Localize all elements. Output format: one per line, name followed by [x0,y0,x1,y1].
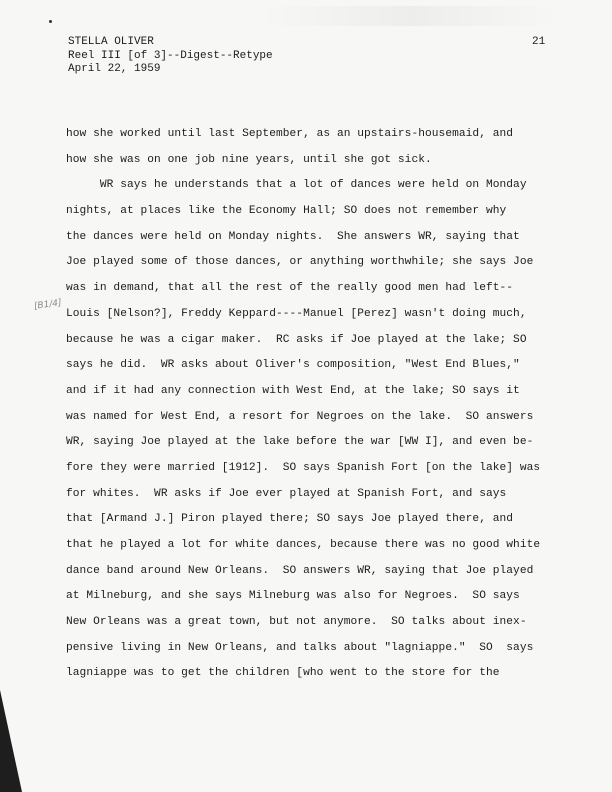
page-number: 21 [532,36,546,48]
body-line: that he played a lot for white dances, because there was no good white [66,539,541,551]
margin-handwritten-note: [B1/4] [33,298,63,312]
document-header [68,36,273,77]
body-line: Louis [Nelson?], Freddy Keppard----Manuel [Perez] wasn't doing much, [66,307,527,320]
body-line: that [Armand J.] Piron played there; SO says Joe played there, and [66,513,514,526]
body-line: WR says he understands that a lot of dances were held on Monday [66,179,527,192]
page-edge-shadow [0,690,22,792]
header-name: STELLA OLIVER [68,36,154,48]
body-line: how she was on one job nine years, until she got sick. [66,153,432,166]
body-line: Joe played some of those dances, or anything worthwhile; she says Joe [66,256,534,269]
header-date: April 22, 1959 [68,63,161,75]
body-line: New Orleans was a great town, but not anymore. SO talks about inex- [66,616,527,629]
body-line: at Milneburg, and she says Milneburg was also for Negroes. SO says [66,590,520,603]
body-line: for whites. WR asks if Joe ever played at Spanish Fort, and says [66,487,507,500]
body-line: because he was a cigar maker. RC asks if Joe played at the lake; SO [66,333,527,346]
body-line: fore they were married [1912]. SO says Spanish Fort [on the lake] was [66,461,541,474]
body-line: nights, at places like the Economy Hall; SO does not remember why [66,205,507,218]
body-line: was in demand, that all the rest of the really good men had left-- [66,282,514,295]
body-line: how she worked until last September, as an upstairs-housemaid, and [66,128,514,140]
body-line: was named for West End, a resort for Negroes on the lake. SO answers [66,410,534,423]
body-line: pensive living in New Orleans, and talks about "lagniappe." SO says [66,641,534,654]
body-line: the dances were held on Monday nights. She answers WR, saying that [66,230,520,243]
body-line: dance band around New Orleans. SO answers WR, saying that Joe played [66,564,534,577]
body-line: and if it had any connection with West End, at the lake; SO says it [66,384,520,397]
body-line: lagniappe was to get the children [who went to the store for the [66,667,500,680]
header-reel: Reel III [of 3]--Digest--Retype [68,49,273,62]
document-body [66,122,582,687]
bleed-through-mark [260,6,560,26]
body-line: says he did. WR asks about Oliver's composition, "West End Blues," [66,359,520,372]
body-line: WR, saying Joe played at the lake before the war [WW I], and even be- [66,436,534,449]
scan-speck [49,20,52,23]
